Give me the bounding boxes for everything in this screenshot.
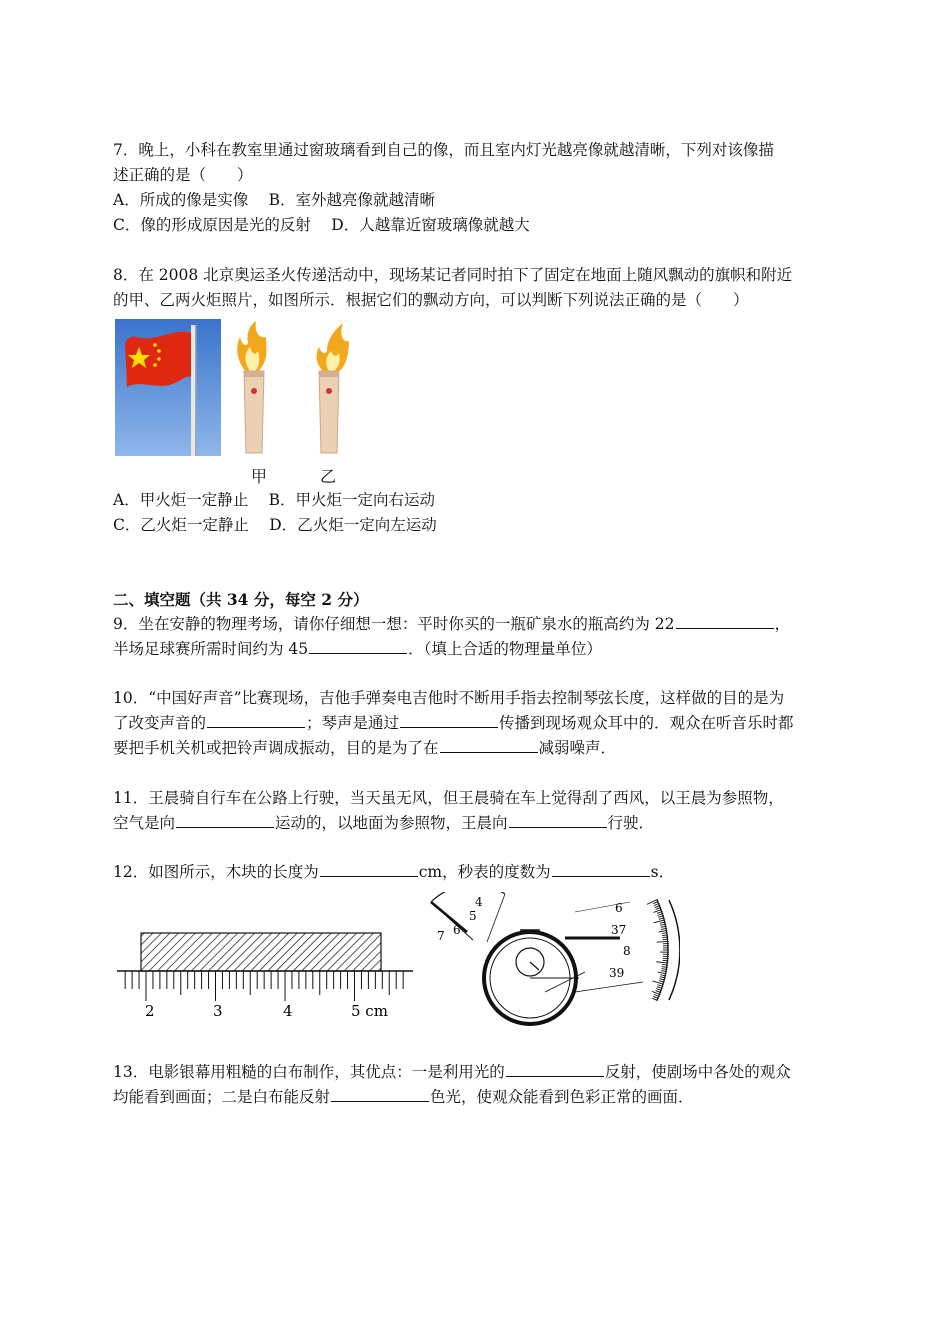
q7-stem-line2: 述正确的是（ ） — [113, 166, 253, 184]
ruler-ticks — [125, 971, 403, 1001]
ruler-label-5cm: 5 cm — [351, 1002, 388, 1020]
torch-jia-label: 甲 — [251, 467, 268, 486]
dial-tick — [663, 960, 669, 961]
q9-text-a: 9．坐在安静的物理考场，请你仔细想一想：平时你买的一瓶矿泉水的瓶高约为 22 — [113, 615, 675, 633]
dial-tick — [656, 962, 668, 963]
q8-stem-line1: 8．在 2008 北京奥运圣火传递活动中，现场某记者同时拍下了固定在地面上随风飘动的旗帜和附近 — [113, 266, 793, 284]
small-dial-6: 6 — [453, 923, 461, 937]
q11-text-b: 运动的，以地面为参照物，王晨向 — [275, 814, 508, 832]
flag-photo — [115, 319, 221, 456]
ruler-label-3: 3 — [213, 1002, 223, 1020]
ruler-figure — [115, 928, 415, 1023]
dial-tick — [663, 939, 669, 940]
q12-text-a: 12．如图所示，木块的长度为 — [113, 863, 319, 881]
q13-text-a: 13．电影银幕用粗糙的白布制作，其优点：一是利用光的 — [113, 1063, 505, 1081]
q9-text-c: 半场足球赛所需时间约为 45 — [113, 640, 309, 658]
q13-blank-1 — [506, 1062, 604, 1077]
q11-blank-1 — [176, 813, 274, 828]
q10-text-a: 了改变声音的 — [113, 714, 207, 732]
q11-line1: 11．王晨骑自行车在公路上行驶，当天虽无风，但王晨骑在车上觉得刮了西风，以王晨为参照物， — [113, 789, 784, 807]
q9-line2 — [113, 637, 602, 662]
q10-blank-1 — [207, 713, 305, 728]
torch-yi — [305, 319, 355, 456]
q7-stem-line1: 7．晚上，小科在教室里通过窗玻璃看到自己的像，而且室内灯光越亮像就越清晰，下列对该像描 — [113, 141, 774, 159]
q11-text-a: 空气是向 — [113, 814, 176, 832]
q9-text-b: ， — [774, 615, 791, 633]
wood-block — [141, 933, 381, 971]
q10-blank-3 — [440, 738, 538, 753]
q8-options-cd: C．乙火炬一定静止 D．乙火炬一定向左运动 — [113, 516, 437, 534]
dial-tick — [647, 899, 658, 904]
q11-blank-2 — [509, 813, 607, 828]
q13-text-c: 均能看到画面；二是白布能反射 — [113, 1088, 331, 1106]
q10-text-d: 要把手机关机或把铃声调成振动，目的是为了在 — [113, 739, 439, 757]
q10-text-b: ；琴声是通过 — [306, 714, 400, 732]
ruler-label-4: 4 — [283, 1002, 293, 1020]
q7-options-ab: A．所成的像是实像 B．室外越亮像就越清晰 — [113, 191, 436, 209]
q12-line1 — [113, 860, 674, 885]
small-dial-7: 7 — [437, 929, 445, 943]
q11-text-c: 行驶． — [607, 814, 655, 832]
q13-text-d: 色光，使观众能看到色彩正常的画面． — [430, 1088, 694, 1106]
q10-line1: 10．“中国好声音”比赛现场，吉他手弹奏电吉他时不断用手指去控制琴弦长度，这样做的目的是为 — [113, 689, 785, 707]
big-dial-ticks — [647, 899, 669, 1000]
q13-text-b: 反射，使剧场中各处的观众 — [604, 1063, 791, 1081]
q10-blank-2 — [400, 713, 498, 728]
big-dial-37: 37 — [611, 923, 627, 937]
q7-options-cd: C．像的形成原因是光的反射 D．人越靠近窗玻璃像就越大 — [113, 216, 530, 234]
q9-blank-2 — [309, 639, 407, 654]
big-dial-39: 39 — [609, 966, 625, 980]
q9-text-d: ．（填上合适的物理量单位） — [408, 640, 602, 658]
q10-text-c: 传播到现场观众耳中的．观众在听音乐时都 — [499, 714, 794, 732]
q12-blank-1 — [320, 862, 418, 877]
q13-blank-2 — [331, 1087, 429, 1102]
torch-yi-label: 乙 — [320, 467, 337, 486]
q10-text-e: 减弱噪声． — [538, 739, 617, 757]
big-dial-8: 8 — [623, 944, 631, 958]
q9-blank-1 — [676, 614, 774, 629]
big-dial-6: 6 — [615, 901, 623, 915]
q8-stem-line2: 的甲、乙两火炬照片，如图所示．根据它们的飘动方向，可以判断下列说法正确的是（ ） — [113, 291, 749, 309]
q12-text-c: s． — [650, 863, 675, 881]
small-dial-4: 4 — [475, 895, 483, 909]
ruler-label-2: 2 — [145, 1002, 155, 1020]
q8-options-ab: A．甲火炬一定静止 B．甲火炬一定向右运动 — [113, 491, 436, 509]
q10-line3 — [113, 736, 616, 761]
torch-jia — [230, 319, 280, 456]
q11-line2 — [113, 811, 654, 836]
dial-tick — [657, 941, 669, 942]
q13-line2 — [113, 1085, 694, 1110]
stopwatch-figure — [425, 892, 680, 1027]
section-title-fill-in: 二、填空题（共 34 分，每空 2 分） — [113, 590, 369, 609]
q12-text-b: cm，秒表的度数为 — [418, 863, 551, 881]
q13-line1 — [113, 1060, 791, 1085]
small-dial-5: 5 — [469, 909, 477, 923]
q12-blank-2 — [552, 862, 650, 877]
q10-line2 — [113, 711, 794, 736]
q9-line1 — [113, 612, 790, 637]
